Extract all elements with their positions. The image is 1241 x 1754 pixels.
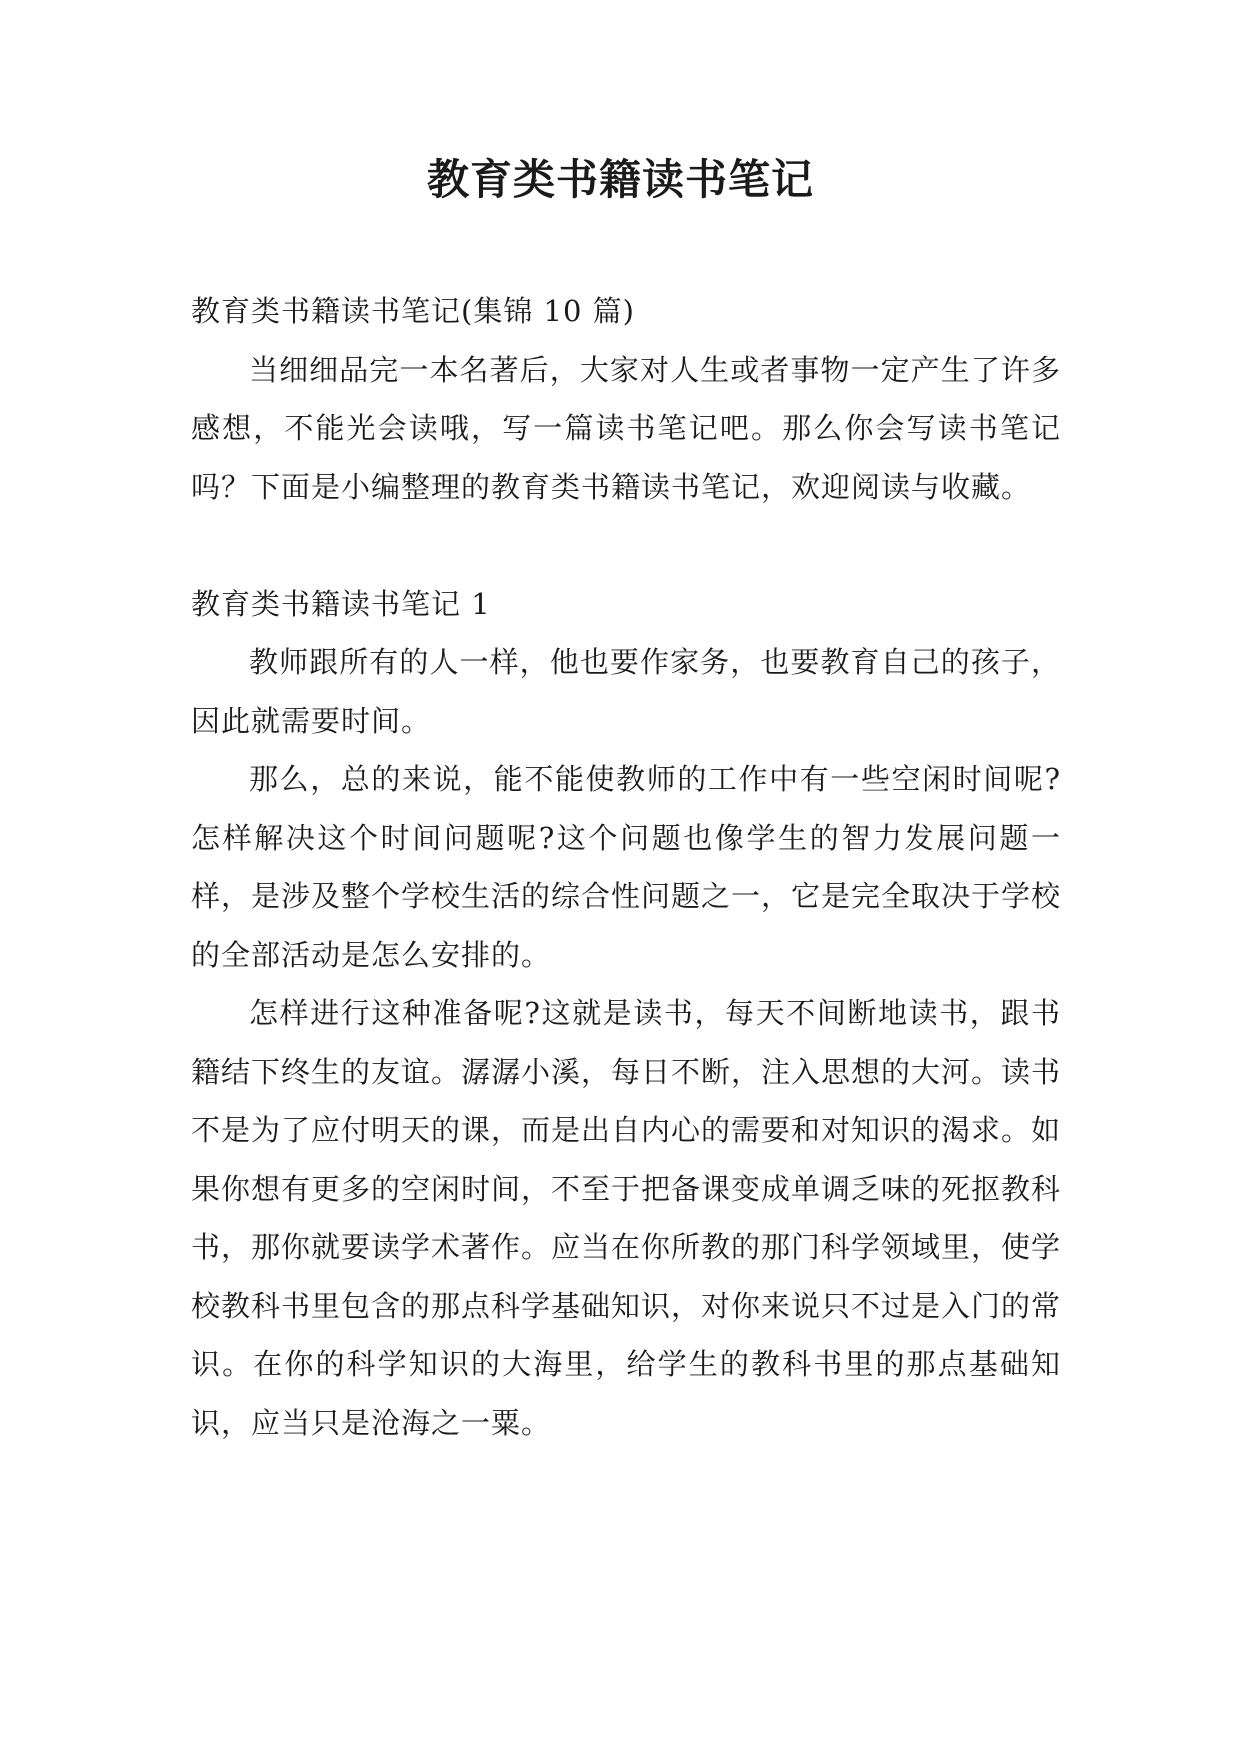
body-paragraph: 怎样进行这种准备呢?这就是读书，每天不间断地读书，跟书籍结下终生的友谊。潺潺小溪，每日不断，注入思想的大河。读书不是为了应付明天的课，而是出自内心的需要和对知识的渴求。如果你想有更多的空闲时间，不至于把备课变成单调乏味的死抠教科书，那你就要读学术著作。应当在你所教的那门科学领域里，使学校教科书里包含的那点科学基础知识，对你来说只不过是入门的常识。在你的科学知识的大海里，给学生的教科书里的那点基础知识，应当只是沧海之一粟。 — [191, 996, 1062, 1440]
body-paragraph: 教师跟所有的人一样，他也要作家务，也要教育自己的孩子，因此就需要时间。 — [191, 645, 1061, 738]
body-paragraph: 那么，总的来说，能不能使教师的工作中有一些空闲时间呢?怎样解决这个时间问题呢?这个问题也像学生的智力发展问题一样，是涉及整个学校生活的综合性问题之一，它是完全取决于学校的全部活动是怎么安排的。 — [191, 762, 1062, 972]
collection-subtitle: 教育类书籍读书笔记(集锦 10 篇) — [191, 294, 635, 328]
document-title: 教育类书籍读书笔记 — [426, 155, 814, 204]
blank-line — [191, 516, 1061, 575]
document-body — [191, 282, 1061, 1452]
section-heading: 教育类书籍读书笔记 1 — [191, 586, 491, 621]
intro-paragraph: 当细细品完一本名著后，大家对人生或者事物一定产生了许多感想，不能光会读哦，写一篇读书笔记吧。那么你会写读书笔记吗？下面是小编整理的教育类书籍读书笔记，欢迎阅读与收藏。 — [191, 352, 1061, 504]
